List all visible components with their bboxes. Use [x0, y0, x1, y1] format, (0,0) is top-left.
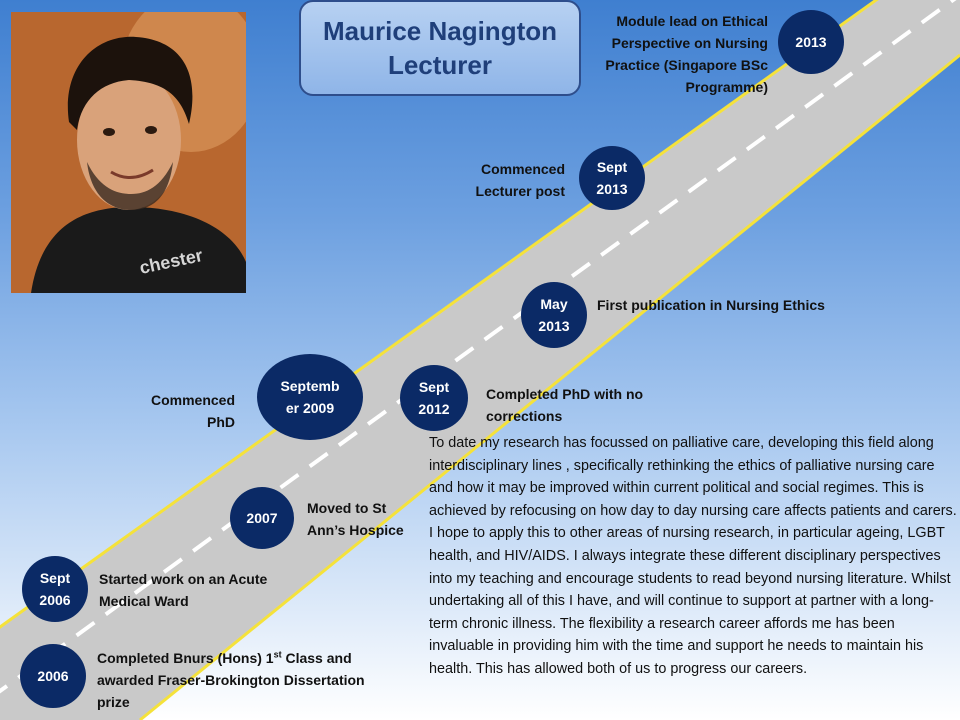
milestone-circle: Sept 2006 [22, 556, 88, 622]
milestone-circle: Sept 2012 [400, 365, 468, 431]
research-paragraph: To date my research has focussed on palliative care, developing this field along interdisciplinary lines , specifically rethinking the ethics of palliative nursing care and how it may be improved within current political and social regimes. This is achieved by refocusing on how day to day nursing care affects patients and carers. I hope to apply this to other areas of nursing research, in particular ageing, LGBT health, and HIV/AIDS. I always integrate these different disciplinary perspectives into my teaching and encourage students to read beyond nursing literature. Whilst undertaking all of this I have, and will continue to support at partner with a long-term chronic illness. The flexibility a research career affords me has been invaluable in providing him with the time and support he needs to maintain his health. This has allowed both of us to progress our careers. [429, 435, 957, 677]
title-name: Maurice Nagington [322, 16, 557, 46]
milestone-circle: Sept 2013 [579, 146, 645, 210]
milestone-label: Completed PhD with no corrections [486, 386, 644, 424]
milestone-circle: 2006 [20, 644, 86, 708]
svg-text:chester: chester [137, 245, 205, 278]
milestone-label: Completed Bnurs (Hons) 1st Class and awarded Fraser-Brokington Dissertation prize [97, 649, 365, 710]
milestone-circle: Septemb er 2009 [257, 354, 363, 440]
milestone-label: First publication in Nursing Ethics [597, 297, 825, 313]
title-role: Lecturer [387, 50, 493, 80]
milestone-label: Moved to St Ann’s Hospice [307, 500, 404, 538]
milestone-label: Commenced Lecturer post [475, 161, 565, 199]
milestone-label: Started work on an Acute Medical Ward [99, 571, 268, 609]
milestone-circle: May 2013 [521, 282, 587, 348]
title-box [299, 0, 581, 96]
milestone-circle: 2007 [230, 487, 294, 549]
milestone-circle: 2013 [778, 10, 844, 74]
milestone-label: Module lead on Ethical Perspective on Nursing Practice (Singapore BSc Programme) [605, 13, 768, 95]
portrait-photo [11, 12, 246, 293]
milestone-label: Commenced PhD [150, 392, 235, 430]
